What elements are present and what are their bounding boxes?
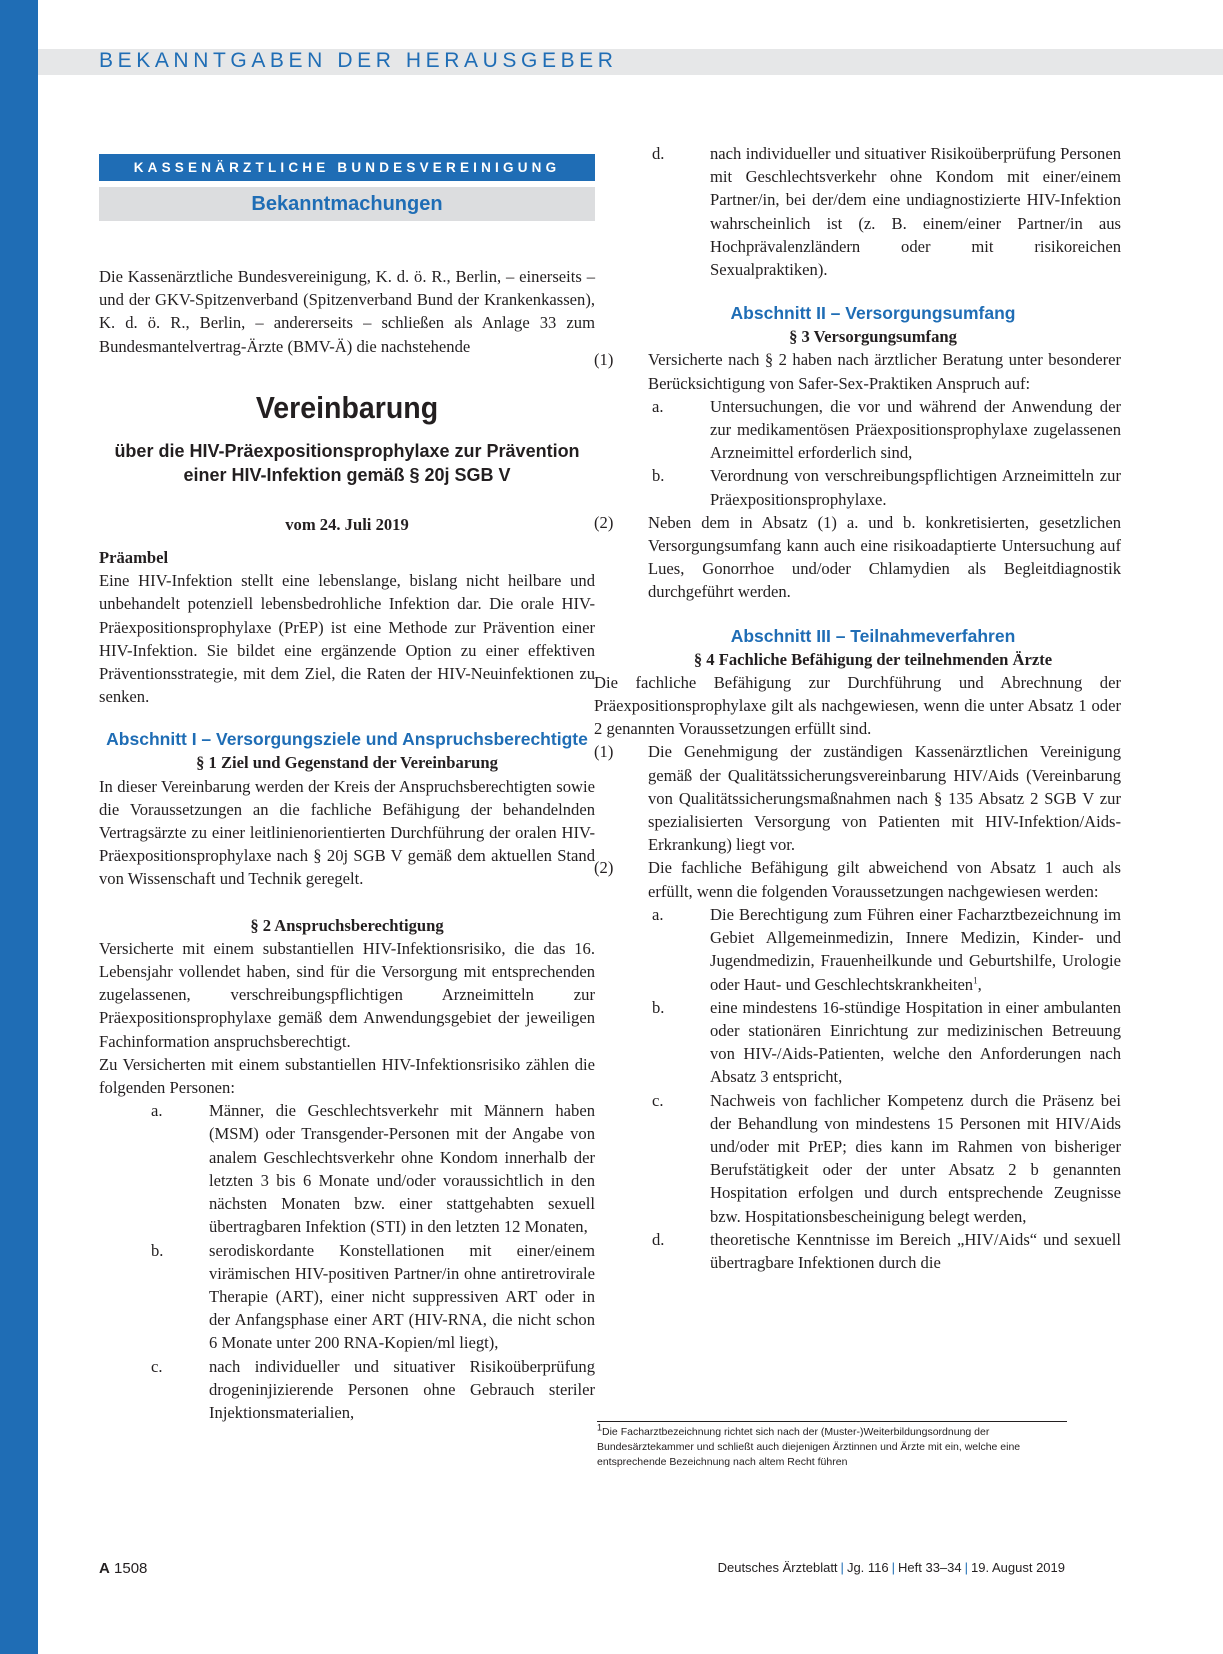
list-item-letter: a. [151, 1101, 163, 1121]
clause-row [594, 856, 1121, 902]
footnote [597, 1421, 1067, 1470]
section-header-title: BEKANNTGABEN DER HERAUSGEBER [99, 49, 618, 72]
list-item-text-body: Die Berechtigung zum Führen einer Facharztbezeichnung im Gebiet Allgemeinmedizin, Innere Medizin, Kinder- und Jugendmedizin, Frauenheilkunde und Geburtshilfe, Urologie oder Haut- und Geschlechtskrankheiten [710, 904, 1121, 994]
clause-text: Neben dem in Absatz (1) a. und b. konkretisierten, gesetzlichen Versorgungsumfang kann auch eine risikoadaptierte Untersuchung auf Lues, Gonorrhoe und/oder Chlamydien als Begleitdiagnostik durchgeführt werden. [648, 512, 1121, 602]
list-item [625, 1089, 1121, 1228]
separator: | [891, 1560, 896, 1575]
separator: | [964, 1560, 969, 1575]
list-item-letter: d. [652, 144, 665, 163]
section-2-heading: Abschnitt II – Versorgungsumfang [730, 303, 1016, 324]
subtitle-line-2: einer HIV-Infektion gemäß § 20j SGB V [183, 464, 511, 485]
paragraph-1-text: In dieser Vereinbarung werden der Kreis der Anspruchsberechtigten sowie die Voraussetzungen an die fachliche Befähigung der behandelnden Vertragsärzte zu einer leitlinienorientierten Durchführung der oralen HIV-Präexpositionsprophylaxe nach § 20j SGB V gemäß dem aktuellen Stand von Wissenschaft und Technik geregelt. [99, 776, 595, 889]
list-item-text: theoretische Kenntnisse im Bereich „HIV/Aids“ und sexuell übertragbare Infektionen durch die [710, 1229, 1121, 1272]
clause-text: Die fachliche Befähigung gilt abweichend von Absatz 1 auch als erfüllt, wenn die folgenden Voraussetzungen nachgewiesen werden: [648, 858, 1121, 901]
section-3-heading: Abschnitt III – Teilnahmeverfahren [730, 625, 1016, 646]
section-1-heading: Abschnitt I – Versorgungsziele und Anspruchsberechtigte [106, 729, 588, 750]
list-item-text: Untersuchungen, die vor und während der Anwendung der zur medikamentösen Präexpositionsprophylaxe zugelassenen Arzneimittel erforderlich sind, [710, 396, 1121, 463]
preamble-heading: Präambel [99, 548, 169, 568]
paragraph-3-title: § 3 Versorgungsumfang [789, 327, 957, 347]
document-date: vom 24. Juli 2019 [285, 514, 409, 534]
page-number [99, 1560, 147, 1577]
footnote-reference: 1 [973, 974, 978, 985]
page-prefix: A [99, 1560, 110, 1577]
list-item-text: serodiskordante Konstellationen mit einer/einem virämischen HIV-positiven Partner/in ohne antiretrovirale Therapie (ART), einer nicht suppressiven ART oder in der Anfangsphase einer ART (HIV-RNA, die nicht schon 6 Monate unter 200 RNA-Kopien/ml liegt), [209, 1240, 595, 1353]
document-title: Vereinbarung [255, 389, 439, 425]
journal-volume: Jg. 116 [846, 1560, 889, 1575]
organization-bar: KASSENÄRZTLICHE BUNDESVEREINIGUNG [99, 154, 595, 181]
list-item-letter: c. [151, 1356, 163, 1376]
separator: | [840, 1560, 844, 1575]
footnote-marker: 1 [597, 1422, 603, 1433]
document-subtitle [99, 439, 595, 487]
clause-number: (2) [594, 512, 614, 532]
list-item-letter: b. [652, 997, 665, 1017]
list-item-text: eine mindestens 16-stündige Hospitation in einer ambulanten oder stationären Einrichtung zur medizinischen Betreuung von HIV-/Aids-Patienten, welche den Anforderungen nach Absatz 3 entspricht, [710, 997, 1121, 1087]
list-item-letter: c. [652, 1090, 664, 1110]
clause-row [594, 511, 1121, 604]
list-item [99, 1239, 595, 1355]
journal-citation [718, 1560, 1065, 1575]
paragraph-1-title: § 1 Ziel und Gegenstand der Vereinbarung [196, 753, 498, 773]
paragraph-4-title: § 4 Fachliche Befähigung der teilnehmenden Ärzte [693, 649, 1053, 669]
list-item [625, 464, 1121, 510]
journal-issue: Heft 33–34 [898, 1560, 962, 1575]
list-item [99, 1099, 595, 1238]
page-number-value: 1508 [114, 1560, 148, 1577]
left-color-stripe [0, 0, 38, 1654]
right-column [594, 142, 1121, 1274]
list-item [625, 903, 1121, 996]
clause-text: Die Genehmigung der zuständigen Kassenärztlichen Vereinigung gemäß der Qualitätssicherungsvereinbarung HIV/Aids (Vereinbarung von Qualitätssicherungsmaßnahmen nach § 135 Absatz 2 SGB V zur spezialisierten Versorgung von Patienten mit HIV-Infektion/Aids-Erkrankung) liegt vor. [648, 742, 1121, 855]
paragraph-4-text: Die fachliche Befähigung zur Durchführung und Abrechnung der Präexpositionsprophylaxe gilt als nachgewiesen, wenn die unter Absatz 1 oder 2 genannten Voraussetzungen erfüllt sind. [594, 672, 1121, 739]
footnote-text: Die Facharztbezeichnung richtet sich nach der (Muster-)Weiterbildungsordnung der Bundesärztekammer und schließt auch diejenigen Ärztinnen und Ärzte mit ein, welche eine entsprechende Bezeichnung nach altem Recht führen [597, 1426, 1021, 1468]
preamble-text: Eine HIV-Infektion stellt eine lebenslange, bislang nicht heilbare und unbehandelt potenziell lebensbedrohliche Infektion dar. Die orale HIV-Präexpositionsprophylaxe (PrEP) ist eine Methode zur Prävention einer HIV-Infektion. Sie bildet eine ergänzende Option zu einer effektiven Präventionsstrategie, mit dem Ziel, die Raten der HIV-Neuinfektionen zu senken. [99, 571, 595, 707]
clause-number: (1) [594, 742, 614, 762]
paragraph-2-text-2: Zu Versicherten mit einem substantiellen HIV-Infektionsrisiko zählen die folgenden Personen: [99, 1054, 595, 1098]
list-item [625, 395, 1121, 465]
journal-name: Deutsches Ärzteblatt [717, 1560, 838, 1575]
list-item-text: nach individueller und situativer Risikoüberprüfung drogeninjizierende Personen ohne Gebrauch steriler Injektionsmaterialien, [209, 1356, 595, 1422]
intro-paragraph: Die Kassenärztliche Bundesvereinigung, K. d. ö. R., Berlin, – einerseits – und der GKV-Spitzenverband (Spitzenverband Bund der Krankenkassen), K. d. ö. R., Berlin, – andererseits – schließen als Anlage 33 zum Bundesmantelvertrag-Ärzte (BMV-Ä) die nachstehende [99, 267, 595, 356]
clause-number: (2) [594, 858, 614, 878]
list-item-letter: d. [652, 1229, 665, 1249]
list-item [625, 996, 1121, 1089]
list-item-text [710, 903, 1121, 996]
list-item [625, 142, 1121, 281]
list-item-text: nach individueller und situativer Risikoüberprüfung Personen mit Geschlechtsverkehr ohne Kondom mit einer/einem Partner/in, bei der/dem eine undiagnostizierte HIV-Infektion wahrscheinlich ist (z. B. einem/einer Partner/in aus Hochprävalenzländern oder mit risikoreichen Sexualpraktiken). [710, 144, 1121, 280]
list-item-letter: a. [652, 396, 664, 416]
journal-date: 19. August 2019 [971, 1560, 1065, 1575]
clause-row [594, 740, 1121, 856]
list-item-letter: b. [151, 1240, 164, 1260]
subtitle-line-1: über die HIV-Präexpositionsprophylaxe zur Prävention [114, 440, 580, 461]
clause-row [594, 348, 1121, 394]
list-item-text: Männer, die Geschlechtsverkehr mit Männern haben (MSM) oder Transgender-Personen mit der Angabe von analem Geschlechtsverkehr ohne Kondom innerhalb der letzten 3 bis 6 Monate und/oder voraussichtlich in den nächsten Monaten bzw. einer stattgehabten sexuell übertragbaren Infektion (STI) in den letzten 12 Monaten, [209, 1101, 595, 1237]
left-column [99, 154, 595, 1424]
paragraph-2-title: § 2 Anspruchsberechtigung [250, 915, 444, 935]
clause-text: Versicherte nach § 2 haben nach ärztlicher Beratung unter besonderer Berücksichtigung von Safer-Sex-Praktiken Anspruch auf: [648, 350, 1121, 393]
list-item [99, 1355, 595, 1425]
clause-number: (1) [594, 350, 614, 370]
announcement-bar: Bekanntmachungen [99, 187, 595, 221]
list-item-text-end: , [977, 974, 982, 994]
list-item-text: Verordnung von verschreibungspflichtigen Arzneimitteln zur Präexpositionsprophylaxe. [710, 466, 1121, 509]
list-item-text: Nachweis von fachlicher Kompetenz durch die Präsenz bei der Behandlung von mindestens 15 Personen mit HIV/Aids und/oder mit PrEP; dies kann im Rahmen von bisheriger Berufstätigkeit oder der unter Absatz 2 b genannten Hospitation erfolgen und durch entsprechende Zeugnisse bzw. Hospitationsbescheinigung belegt werden, [710, 1090, 1121, 1226]
list-item-letter: a. [652, 904, 664, 924]
list-item [625, 1228, 1121, 1274]
list-item-letter: b. [652, 466, 665, 486]
paragraph-2-text: Versicherte mit einem substantiellen HIV-Infektionsrisiko, die das 16. Lebensjahr vollendet haben, sind für die Versorgung mit entsprechenden zugelassenen, verschreibungspflichtigen Arzneimitteln zur Präexpositionsprophylaxe gemäß dem Anwendungsgebiet der jeweiligen Fachinformation anspruchsberechtigt. [99, 938, 595, 1051]
